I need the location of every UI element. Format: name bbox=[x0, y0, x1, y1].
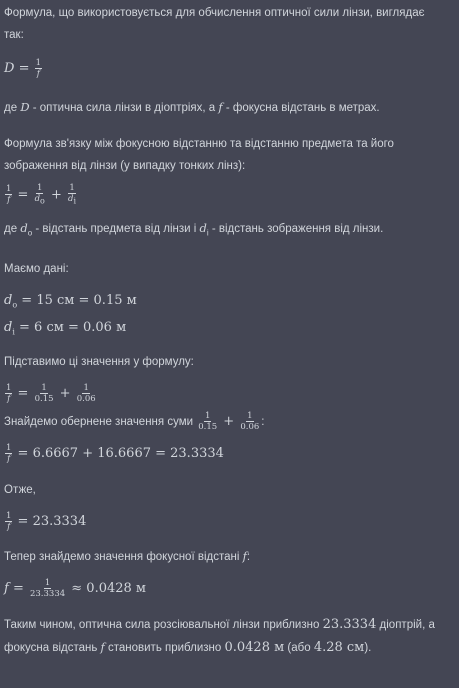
equation-optical-power: D = $\frac{1}{f}$ bbox=[4, 58, 42, 79]
given-object-distance: $d_o = 15$ см = 0.15 м bbox=[4, 292, 137, 310]
equation-result: $\frac{1}{f}$ = 23.3334 bbox=[6, 511, 87, 533]
fraction: $\frac{1}{f}$ bbox=[35, 58, 42, 79]
paragraph-find-focal: Тепер знайдемо значення фокусної відстані f: bbox=[4, 549, 251, 564]
equation-focal-length: f = $\frac{1}{23.3334}$ ≈ 0.0428 м bbox=[4, 578, 147, 600]
paragraph-definitions: де D - оптична сила лінзи в діоптріях, а f - фокусна відстань в метрах. bbox=[4, 100, 380, 114]
equation-thin-lens: $\frac{1}{f}$ = $\frac{1}{d_o}$ + $\frac{1}{d_i}$ bbox=[6, 183, 77, 206]
paragraph-intro: Формула, що використовується для обчислення оптичної сили лінзи, виглядає так: bbox=[4, 7, 425, 41]
paragraph-therefore: Отже, bbox=[4, 484, 36, 497]
equation-substituted: $\frac{1}{f}$ = $\frac{1}{0.15}$ + $\frac{1}{0.06}$ bbox=[6, 383, 96, 405]
paragraph-conclusion: Таким чином, оптична сила розсіювальної лінзи приблизно 23.3334 діоптрій, а фокусна відстань f становить приблизно 0.0428 м (або 4.28 см). bbox=[4, 617, 435, 656]
paragraph-thin-lens: Формула зв'язку між фокусною відстанню та відстанню предмета та його зображення від лінзи (у випадку тонких лінз): bbox=[4, 138, 394, 172]
paragraph-given: Маємо дані: bbox=[4, 262, 69, 275]
given-values bbox=[4, 290, 455, 343]
equation-sum: $\frac{1}{f}$ = 6.6667 + 16.6667 = 23.3334 bbox=[6, 443, 224, 465]
given-image-distance: $d_i = 6$ см = 0.06 м bbox=[4, 319, 127, 337]
paragraph-find-reciprocal: Знайдемо обернене значення суми $\frac{1}{0.15}$ + $\frac{1}{0.06}$ : bbox=[4, 411, 265, 433]
paragraph-distance-definitions: де $d_o$ - відстань предмета від лінзи і $d_i$ - відстань зображення від лінзи. bbox=[4, 220, 384, 237]
paragraph-substitute: Підставимо ці значення у формулу: bbox=[4, 356, 194, 369]
